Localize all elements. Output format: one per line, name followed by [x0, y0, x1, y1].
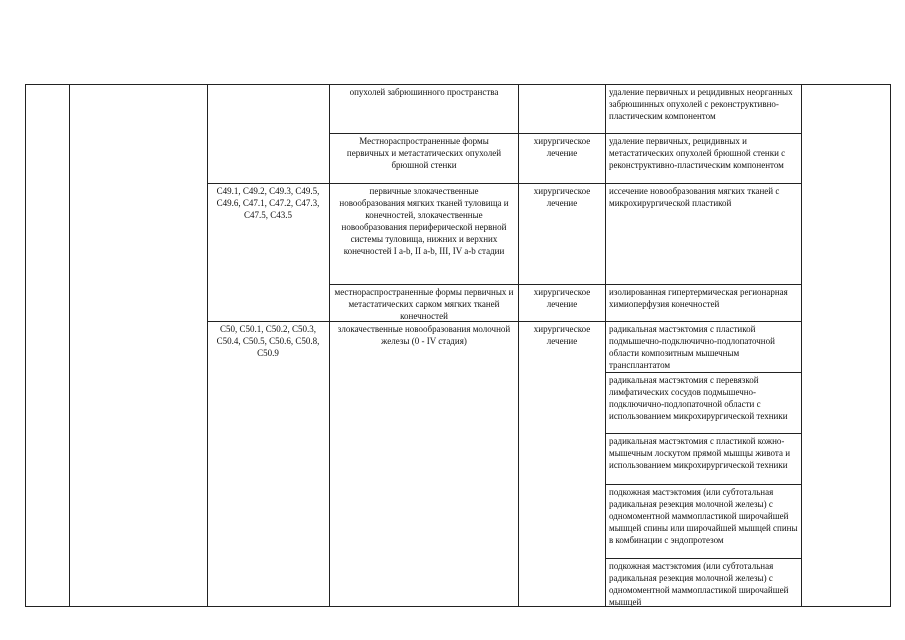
treatment-cell: хирургическое лечение: [533, 136, 591, 158]
icd-codes-cell: C50, C50.1, C50.2, C50.3, C50.4, C50.5, C50.6, C50.8, C50.9: [216, 324, 320, 358]
method-cell: удаление первичных и рецидивных неорганных забрюшинных опухолей с реконструктивно-пластическим компонентом: [609, 87, 793, 121]
row-divider: [605, 433, 801, 434]
method-cell: подкожная мастэктомия (или субтотальная радикальная резекция молочной железы) с одномоментной маммопластикой широчайшей мышцей спины или широчайшей мышцей спины в комбинации с эндопротезом: [609, 487, 798, 545]
row-divider: [605, 484, 801, 485]
condition-cell: первичные злокачественные новообразования мягких тканей туловища и конечностей, злокачественные новообразования периферической нервной системы туловища, нижних и верхних конечностей I a-b, II a-b, III, IV a-b стадии: [339, 186, 509, 256]
condition-cell: Местнораспространенные формы первичных и метастатических опухолей брюшной стенки: [346, 136, 502, 170]
method-cell: радикальная мастэктомия с пластикой кожно-мышечным лоскутом прямой мышцы живота и использованием микрохирургической техники: [609, 436, 791, 470]
treatment-cell: хирургическое лечение: [533, 186, 591, 208]
column-divider: [69, 84, 70, 607]
column-divider: [605, 84, 606, 607]
column-divider: [801, 84, 802, 607]
method-cell: радикальная мастэктомия с перевязкой лимфатических сосудов подмышечно-подключично-подлопаточной области с использованием микрохирургической техники: [609, 375, 788, 421]
row-divider: [329, 284, 801, 285]
treatment-cell: хирургическое лечение: [533, 287, 591, 309]
method-cell: иссечение новообразования мягких тканей с микрохирургической пластикой: [609, 186, 780, 208]
row-divider: [605, 372, 801, 373]
column-divider: [207, 84, 208, 607]
column-divider: [329, 84, 330, 607]
method-cell: радикальная мастэктомия с пластикой подмышечно-подключично-подлопаточной области композитным мышечным трансплантатом: [609, 324, 775, 370]
condition-cell: опухолей забрюшинного пространства: [349, 87, 499, 97]
row-divider: [605, 558, 801, 559]
column-divider: [518, 84, 519, 607]
condition-cell: злокачественные новообразования молочной железы (0 - IV стадия): [337, 324, 511, 346]
method-cell: подкожная мастэктомия (или субтотальная радикальная резекция молочной железы) с одномоментной маммопластикой широчайшей мышцей: [609, 561, 789, 606]
method-cell: изолированная гипертермическая регионарная химиоперфузия конечностей: [609, 287, 788, 309]
icd-codes-cell: C49.1, C49.2, C49.3, C49.5, C49.6, C47.1, C47.2, C47.3, C47.5, C43.5: [216, 186, 320, 220]
treatment-cell: хирургическое лечение: [533, 324, 591, 346]
method-cell: удаление первичных, рецидивных и метастатических опухолей брюшной стенки с реконструктивно-пластическим компонентом: [609, 136, 786, 170]
condition-cell: местнораспространенные формы первичных и метастатических сарком мягких тканей конечностей: [334, 287, 514, 321]
row-divider: [329, 133, 801, 134]
row-divider: [207, 183, 801, 184]
